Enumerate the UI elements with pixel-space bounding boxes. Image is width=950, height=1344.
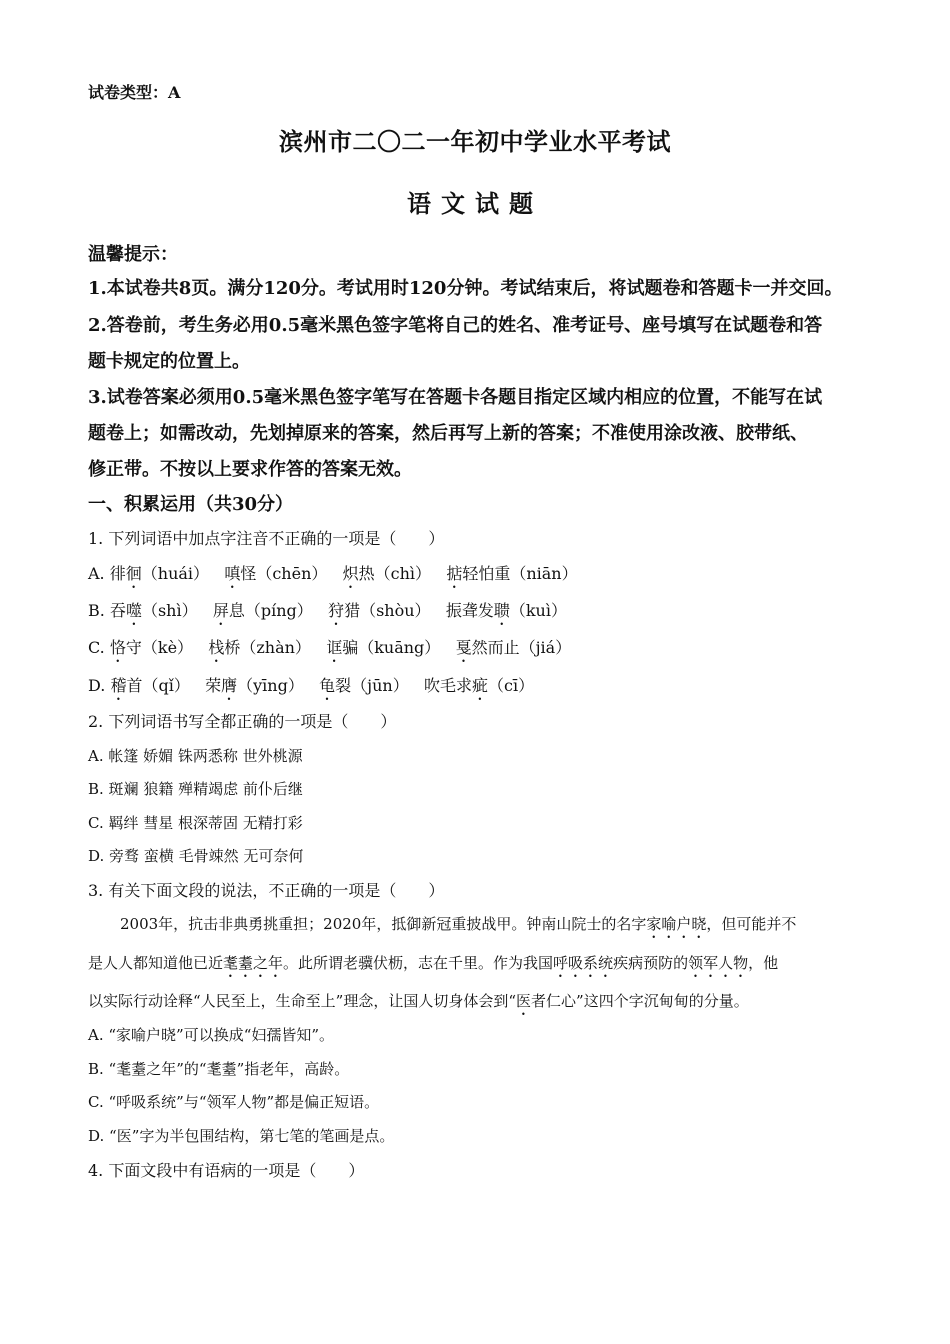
option-label: D.	[88, 676, 106, 695]
q3-option-c: C. “呼吸系统”与“领军人物”都是偏正短语。	[88, 1093, 380, 1111]
q2-option-a: A. 帐篷 娇媚 铢两悉称 世外桃源	[88, 747, 303, 765]
notice-heading: 温馨提示：	[88, 244, 178, 265]
question-3-stem: 3. 有关下面文段的说法，不正确的一项是（ ）	[88, 881, 445, 900]
notice-line: 2.答卷前，考生务必用0.5毫米黑色签字笔将自己的姓名、准考证号、座号填写在试题卷和答	[88, 315, 823, 336]
option-word: 诓骗（kuāng）	[326, 638, 441, 657]
q3-option-b: B. “耄耋之年”的“耄耋”指老年，高龄。	[88, 1060, 350, 1078]
option-word: 荣膺（yīng）	[205, 676, 304, 695]
option-word: 炽热（chì）	[342, 564, 432, 583]
option-word: 稽首（qǐ）	[110, 676, 190, 695]
passage-line: 是人人都知道他已近耄耋之年。此所谓老骥伏枥，志在千里。作为我国呼吸系统疾病预防的领军人物，他	[88, 954, 779, 972]
option-word: 徘徊（huái）	[109, 564, 210, 583]
exam-title: 滨州市二〇二一年初中学业水平考试	[279, 127, 671, 156]
q2-option-d: D. 旁骛 蛮横 毛骨竦然 无可奈何	[88, 847, 304, 865]
option-label: A.	[88, 564, 105, 583]
option-word: 掂轻怕重（niān）	[446, 564, 578, 583]
q1-option-c	[88, 635, 571, 666]
notice-line: 题卡规定的位置上。	[88, 351, 250, 372]
option-word: 龟裂（jūn）	[319, 676, 409, 695]
notice-line: 修正带。不按以上要求作答的答案无效。	[88, 459, 412, 480]
q3-option-d: D. “医”字为半包围结构，第七笔的笔画是点。	[88, 1127, 395, 1145]
option-word: 狩猎（shòu）	[328, 601, 431, 620]
option-word: 恪守（kè）	[109, 638, 194, 657]
notice-line: 3.试卷答案必须用0.5毫米黑色签字笔写在答题卡各题目指定区域内相应的位置，不能写在试	[88, 387, 823, 408]
q2-option-b: B. 斑斓 狼籍 殚精竭虑 前仆后继	[88, 780, 303, 798]
option-word: 栈桥（zhàn）	[208, 638, 311, 657]
notice-line: 题卷上；如需改动，先划掉原来的答案，然后再写上新的答案；不准使用涂改液、胶带纸、	[88, 423, 808, 444]
option-word: 戛然而止（jiá）	[455, 638, 572, 657]
option-word: 屏息（píng）	[212, 601, 313, 620]
option-word: 嗔怪（chēn）	[224, 564, 328, 583]
q1-option-b	[88, 598, 567, 629]
q2-option-c: C. 羁绊 彗星 根深蒂固 无精打彩	[88, 814, 303, 832]
question-2-stem: 2. 下列词语书写全都正确的一项是（ ）	[88, 712, 397, 731]
option-label: B.	[88, 601, 105, 620]
option-label: C.	[88, 638, 105, 657]
subject-title: 语文试题	[407, 189, 543, 218]
option-word: 吹毛求疵（cī）	[423, 676, 535, 695]
passage-line: 以实际行动诠释“人民至上，生命至上”理念，让国人切身体会到“医者仁心”这四个字沉甸甸的分量。	[88, 992, 749, 1010]
q1-option-d	[88, 673, 534, 704]
option-word: 吞噬（shì）	[109, 601, 198, 620]
notice-line: 1.本试卷共8页。满分120分。考试用时120分钟。考试结束后，将试题卷和答题卡一并交回。	[88, 278, 843, 299]
q3-option-a: A. “家喻户晓”可以换成“妇孺皆知”。	[88, 1026, 335, 1044]
q1-option-a	[88, 561, 578, 592]
question-1-stem: 1. 下列词语中加点字注音不正确的一项是（ ）	[88, 529, 445, 548]
passage-line: 2003年，抗击非典勇挑重担；2020年，抵御新冠重披战甲。钟南山院士的名字家喻户晓，但可能并不	[120, 915, 797, 933]
paper-type: 试卷类型：A	[88, 83, 181, 102]
section-heading: 一、积累运用（共30分）	[88, 494, 294, 515]
question-4-stem: 4. 下面文段中有语病的一项是（ ）	[88, 1161, 365, 1180]
option-word: 振聋发聩（kuì）	[445, 601, 567, 620]
